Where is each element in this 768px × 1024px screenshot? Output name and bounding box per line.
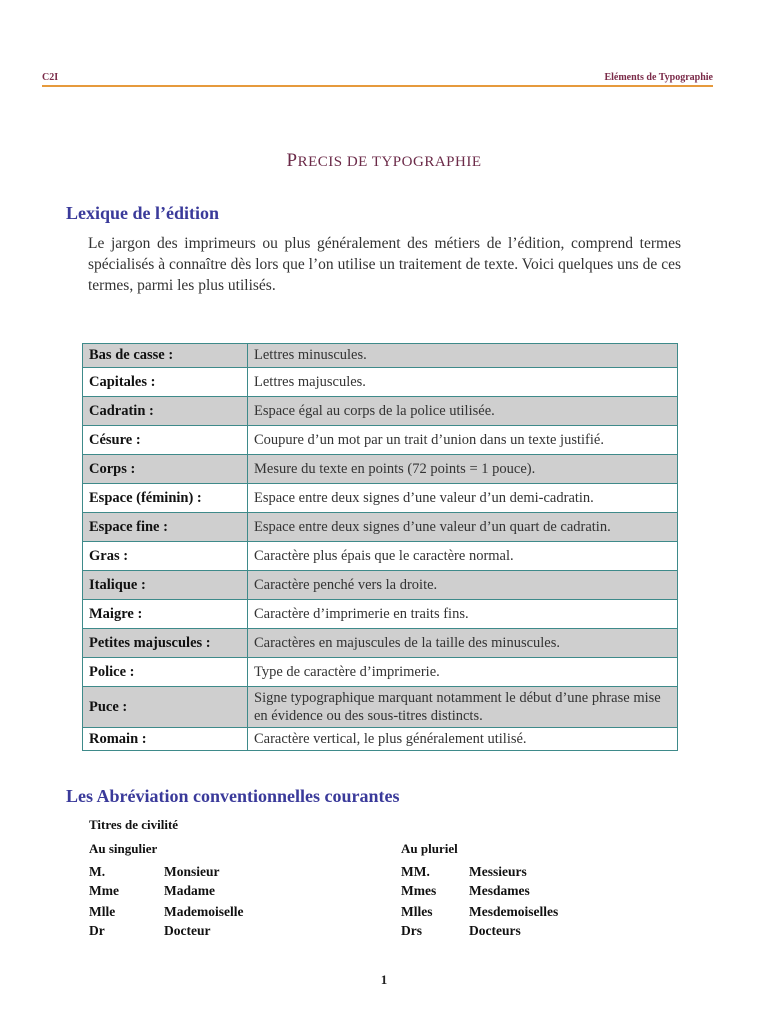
lexicon-row	[83, 513, 678, 542]
page-header	[42, 70, 713, 87]
lexicon-definition: Caractère d’imprimerie en traits fins.	[248, 600, 678, 629]
lexicon-definition: Caractères en majuscules de la taille des minuscules.	[248, 629, 678, 658]
header-chapter-title: Eléments de Typographie	[604, 72, 713, 83]
page-title-initial: P	[286, 150, 298, 171]
lexicon-row	[83, 542, 678, 571]
plural-abbr: Drs	[401, 923, 422, 938]
singular-abbr: Dr	[89, 923, 105, 938]
singular-label: Au singulier	[89, 841, 158, 856]
lexicon-definition: Signe typographique marquant notamment le début d’une phrase mise en évidence ou des sous-titres distincts.	[248, 687, 678, 728]
lexicon-row	[83, 571, 678, 600]
lexicon-row	[83, 484, 678, 513]
lexicon-row	[83, 728, 678, 751]
plural-abbr: Mlles	[401, 904, 433, 919]
lexicon-term: Gras :	[83, 542, 248, 571]
plural-word: Mesdames	[469, 883, 530, 898]
lexicon-term: Romain :	[83, 728, 248, 751]
lexicon-term: Capitales :	[83, 368, 248, 397]
lexicon-term: Cadratin :	[83, 397, 248, 426]
lexicon-row	[83, 426, 678, 455]
page-title	[0, 150, 768, 172]
lexicon-row	[83, 687, 678, 728]
singular-word: Monsieur	[164, 864, 220, 879]
lexicon-term: Espace fine :	[83, 513, 248, 542]
singular-word: Madame	[164, 883, 215, 898]
lexicon-definition: Lettres minuscules.	[248, 344, 678, 368]
lexicon-term: Bas de casse :	[83, 344, 248, 368]
lexicon-term: Italique :	[83, 571, 248, 600]
lexicon-row	[83, 600, 678, 629]
lexicon-term: Corps :	[83, 455, 248, 484]
lexicon-term: Césure :	[83, 426, 248, 455]
singular-word: Docteur	[164, 923, 211, 938]
plural-label: Au pluriel	[401, 841, 458, 856]
lexicon-row	[83, 397, 678, 426]
lexicon-term: Espace (féminin) :	[83, 484, 248, 513]
singular-abbr: Mlle	[89, 904, 116, 919]
page-title-rest: RECIS DE TYPOGRAPHIE	[297, 154, 482, 170]
page-number: 1	[380, 972, 388, 987]
lexicon-term: Maigre :	[83, 600, 248, 629]
lexicon-row	[83, 344, 678, 368]
section-heading-abbreviations: Les Abréviation conventionnelles courantes	[66, 786, 400, 806]
lexicon-term: Petites majuscules :	[83, 629, 248, 658]
intro-paragraph: Le jargon des imprimeurs ou plus généralement des métiers de l’édition, comprend termes spécialisés à connaître dès lors que l’on utilise un traitement de texte. Voici quelques uns de ces termes, parmi les plus utilisés.	[88, 235, 681, 294]
lexicon-definition: Lettres majuscules.	[248, 368, 678, 397]
plural-word: Docteurs	[469, 923, 521, 938]
lexicon-definition: Espace entre deux signes d’une valeur d’un quart de cadratin.	[248, 513, 678, 542]
lexicon-row	[83, 629, 678, 658]
lexicon-row	[83, 368, 678, 397]
section-heading-lexique: Lexique de l’édition	[66, 203, 220, 223]
lexicon-definition: Type de caractère d’imprimerie.	[248, 658, 678, 687]
singular-abbr: Mme	[89, 883, 119, 898]
plural-abbr: MM.	[401, 864, 430, 879]
plural-word: Messieurs	[469, 864, 527, 879]
lexicon-definition: Caractère plus épais que le caractère normal.	[248, 542, 678, 571]
header-course-code: C2I	[42, 72, 59, 83]
plural-abbr: Mmes	[401, 883, 437, 898]
lexicon-definition: Caractère penché vers la droite.	[248, 571, 678, 600]
lexicon-term: Police :	[83, 658, 248, 687]
lexicon-table	[82, 343, 678, 751]
lexicon-row	[83, 455, 678, 484]
lexicon-definition: Espace égal au corps de la police utilisée.	[248, 397, 678, 426]
lexicon-term: Puce :	[83, 687, 248, 728]
lexicon-definition: Caractère vertical, le plus généralement utilisé.	[248, 728, 678, 751]
singular-abbr: M.	[89, 864, 106, 879]
lexicon-definition: Mesure du texte en points (72 points = 1 pouce).	[248, 455, 678, 484]
civility-subheading: Titres de civilité	[89, 817, 179, 832]
lexicon-definition: Espace entre deux signes d’une valeur d’un demi-cadratin.	[248, 484, 678, 513]
plural-word: Mesdemoiselles	[469, 904, 559, 919]
lexicon-definition: Coupure d’un mot par un trait d’union dans un texte justifié.	[248, 426, 678, 455]
singular-word: Mademoiselle	[164, 904, 244, 919]
lexicon-row	[83, 658, 678, 687]
